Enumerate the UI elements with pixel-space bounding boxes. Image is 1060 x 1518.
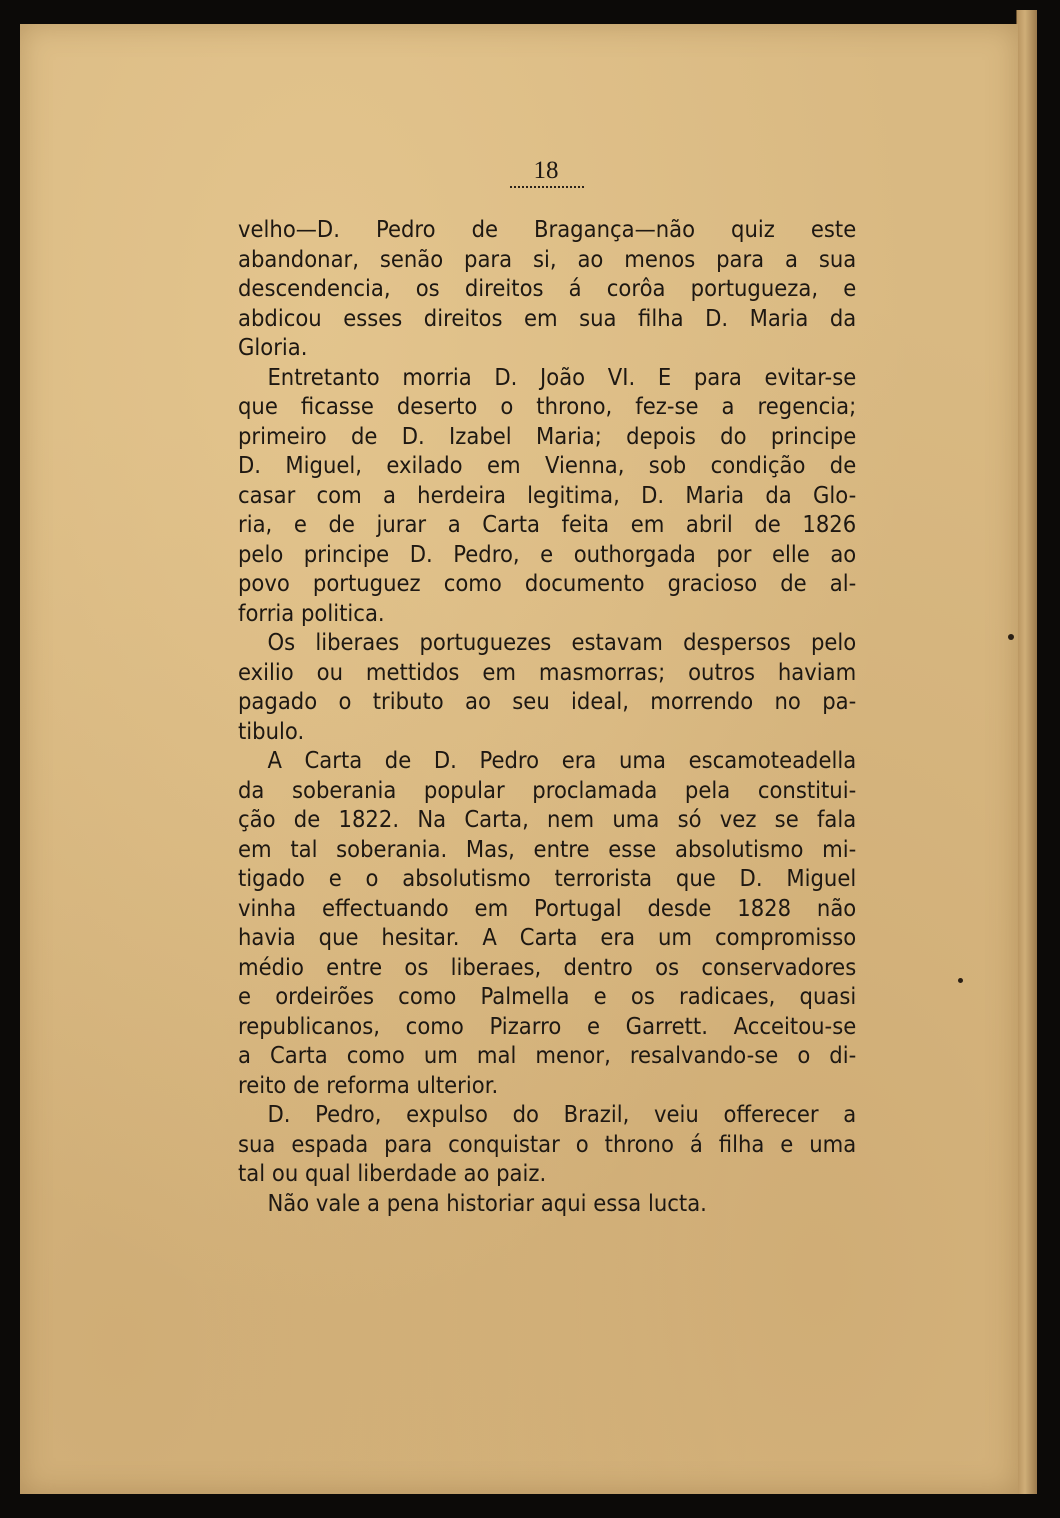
text-line: Os liberaes portuguezes estavam despersos pelo <box>267 630 857 656</box>
text-line: tibulo. <box>238 718 305 745</box>
text-line: D. Miguel, exilado em Vienna, sob condição de <box>238 453 857 479</box>
body-text <box>238 216 856 1219</box>
text-line: Gloria. <box>238 335 308 361</box>
paragraph <box>238 216 856 364</box>
text-line: em tal soberania. Mas, entre esse absolutismo mi- <box>238 836 857 863</box>
paragraph <box>238 629 856 747</box>
text-line: forria politica. <box>238 600 385 627</box>
text-line: havia que hesitar. A Carta era um compromisso <box>238 925 857 951</box>
text-line: tigado e o absolutismo terrorista que D. Miguel <box>238 866 857 892</box>
text-line: médio entre os liberaes, dentro os conservadores <box>238 954 857 981</box>
paragraph <box>238 364 856 630</box>
text-line: povo portuguez como documento gracioso de al- <box>238 571 857 597</box>
paragraph <box>238 747 856 1101</box>
text-line: casar com a herdeira legitima, D. Maria da Glo- <box>238 482 857 509</box>
text-line: abdicou esses direitos em sua filha D. Maria da <box>238 305 857 332</box>
paragraph <box>238 1190 856 1220</box>
text-line: primeiro de D. Izabel Maria; depois do principe <box>238 423 857 450</box>
text-line: velho—D. Pedro de Bragança—não quiz este <box>238 217 857 243</box>
text-line: da soberania popular proclamada pela constitui- <box>238 777 857 804</box>
paragraph <box>238 1101 856 1190</box>
text-line: descendencia, os direitos á corôa portugueza, e <box>238 276 857 302</box>
text-line: e ordeirões como Palmella e os radicaes, quasi <box>238 984 857 1010</box>
text-line: que ficasse deserto o throno, fez-se a regencia; <box>238 394 857 420</box>
text-line: pelo principe D. Pedro, e outhorgada por elle ao <box>238 541 857 568</box>
text-line: exilio ou mettidos em masmorras; outros haviam <box>238 659 857 686</box>
text-line: Entretanto morria D. João VI. E para evitar-se <box>267 364 857 391</box>
text-line: republicanos, como Pizarro e Garrett. Acceitou-se <box>238 1013 857 1040</box>
text-line: a Carta como um mal menor, resalvando-se o di- <box>238 1043 857 1069</box>
text-line: D. Pedro, expulso do Brazil, veiu offerecer a <box>267 1102 857 1128</box>
text-line: sua espada para conquistar o throno á filha e uma <box>238 1131 857 1158</box>
adjacent-page-edge <box>1016 10 1037 1494</box>
text-line: pagado o tributo ao seu ideal, morrendo no pa- <box>238 689 857 715</box>
text-line: ção de 1822. Na Carta, nem uma só vez se fala <box>238 807 857 833</box>
ink-speck <box>1008 634 1014 640</box>
page-number-rule <box>510 186 584 188</box>
page-number: 18 <box>533 157 559 184</box>
text-line: A Carta de D. Pedro era uma escamoteadella <box>267 748 857 774</box>
text-line: reito de reforma ulterior. <box>238 1072 499 1099</box>
ink-speck <box>958 978 963 983</box>
text-line: tal ou qual liberdade ao paiz. <box>238 1161 547 1187</box>
text-line: Não vale a pena historiar aqui essa lucta. <box>267 1190 707 1217</box>
text-line: abandonar, senão para si, ao menos para a sua <box>238 246 857 273</box>
text-line: ria, e de jurar a Carta feita em abril de 1826 <box>238 512 857 538</box>
text-line: vinha effectuando em Portugal desde 1828 não <box>238 895 857 922</box>
